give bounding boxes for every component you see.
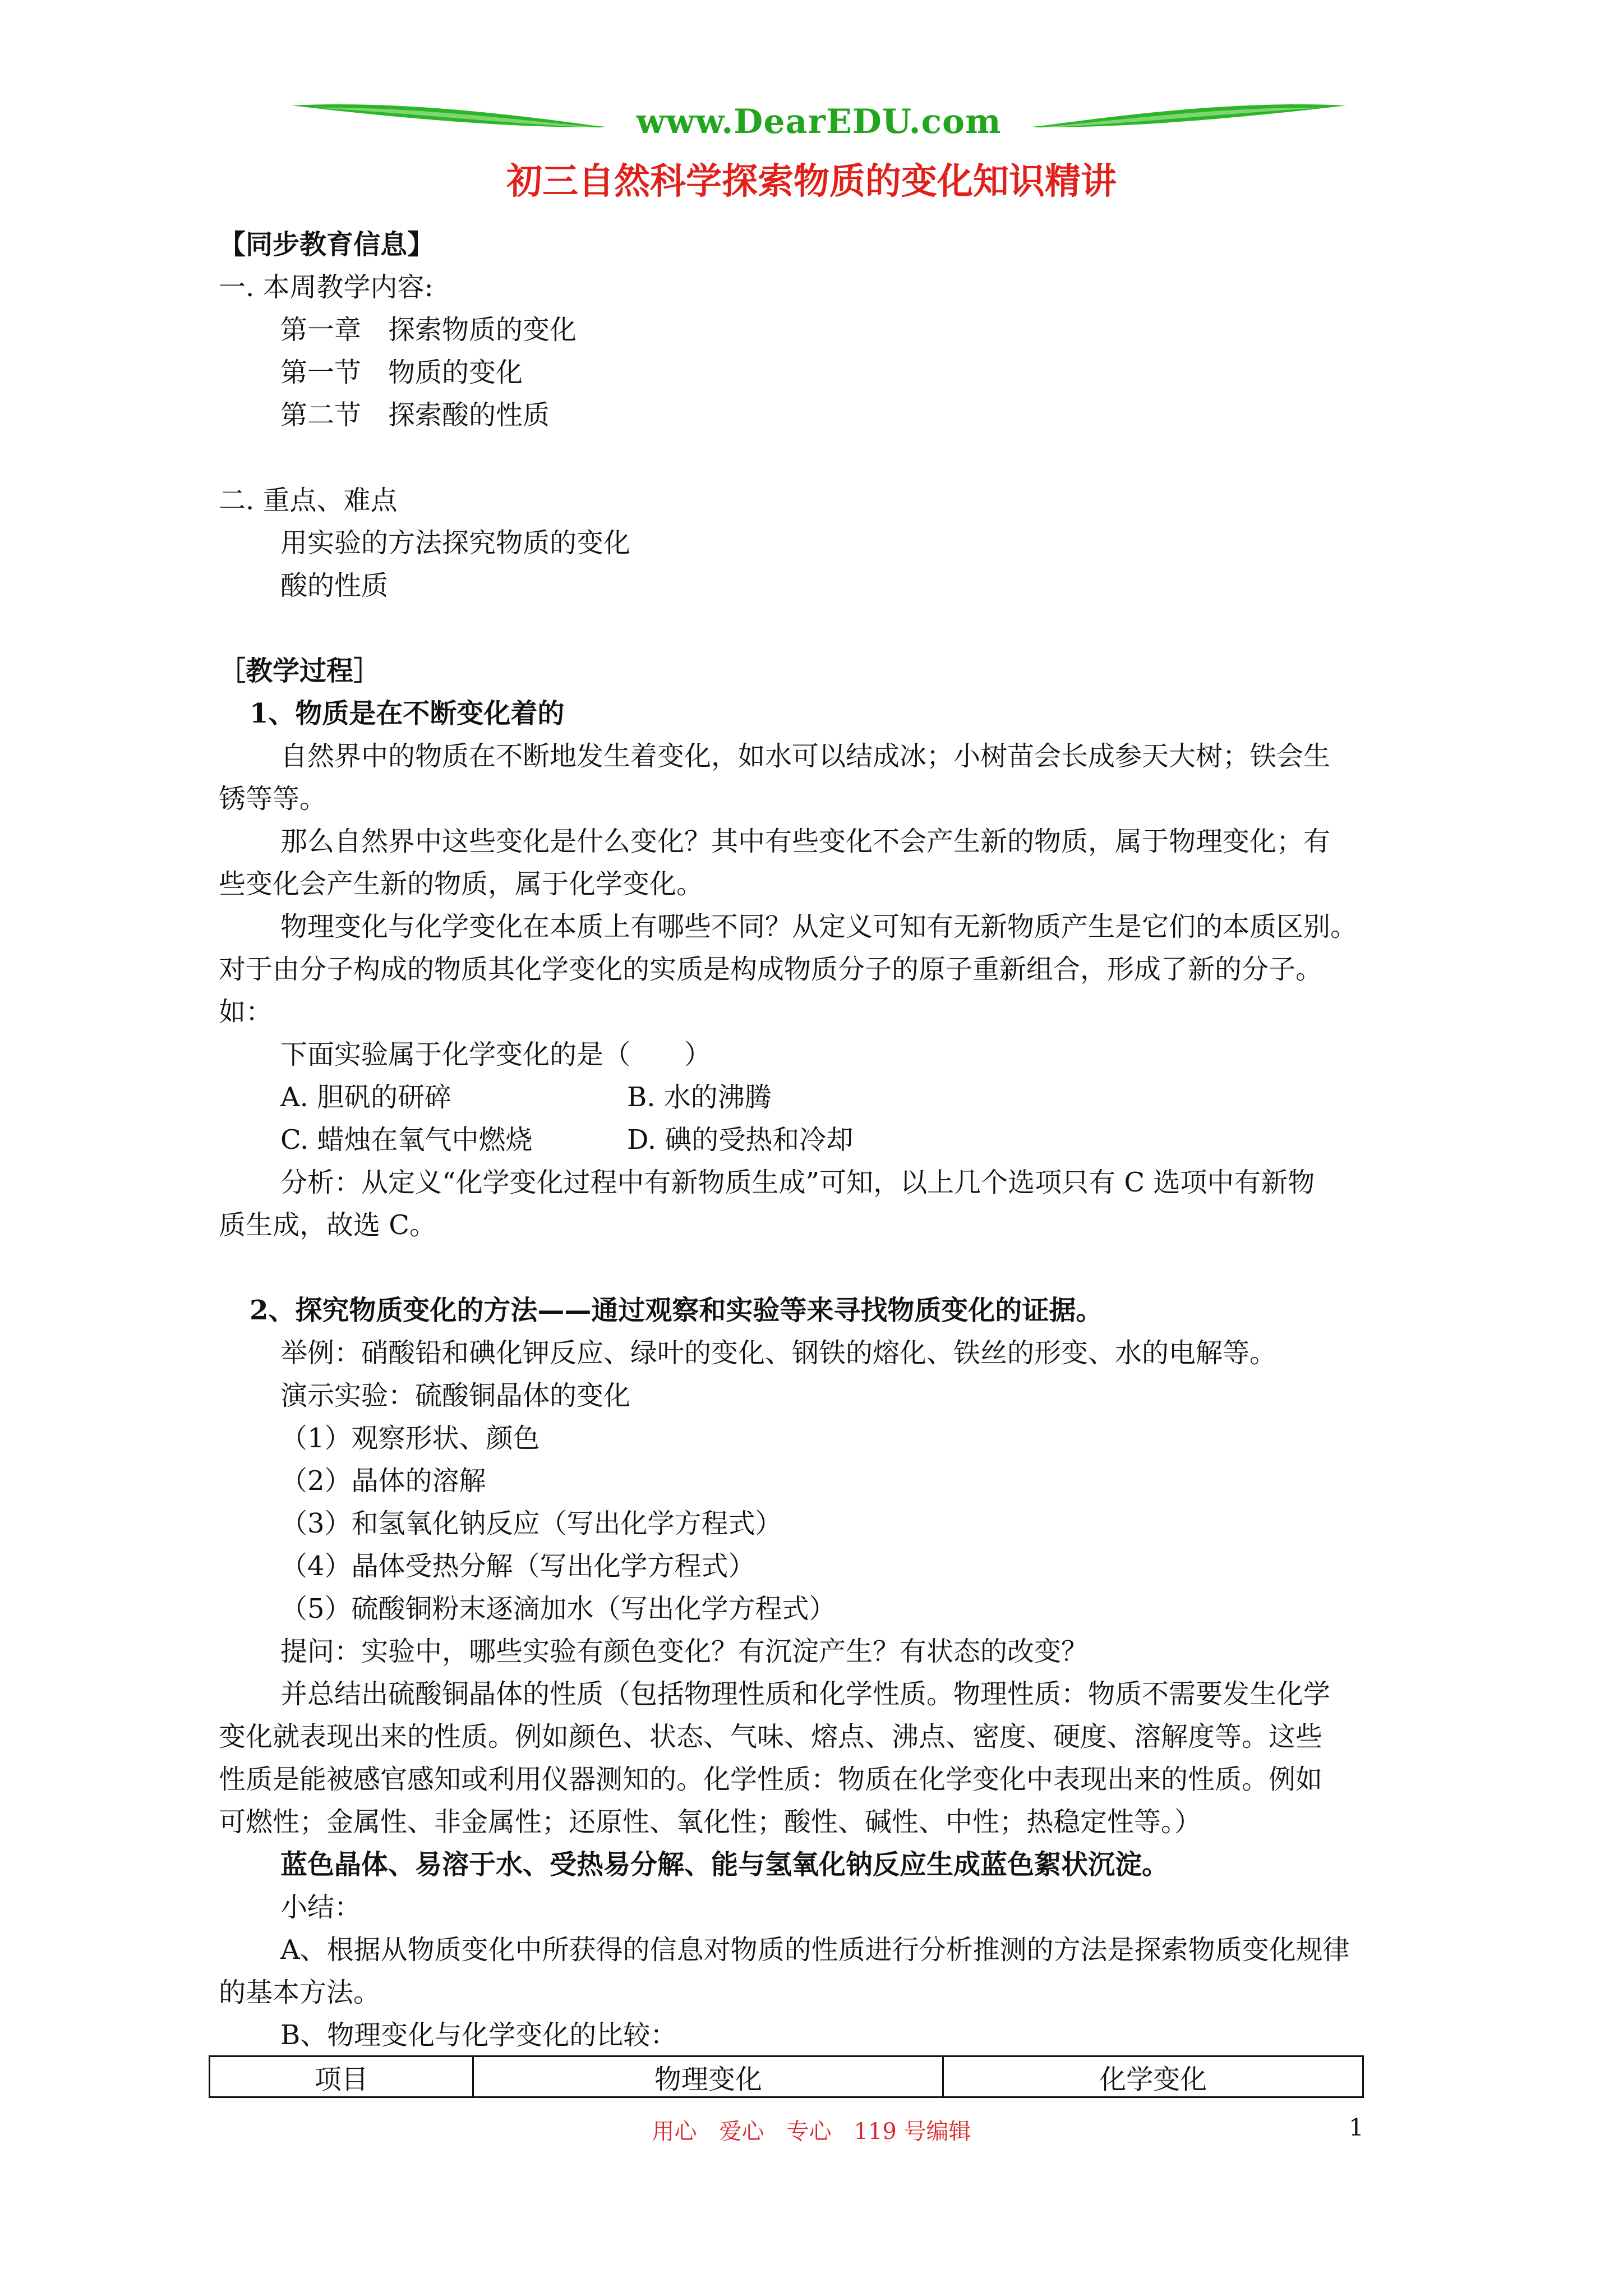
site-url: www.DearEDU.com (636, 102, 1002, 141)
step-item: （3）和氢氧化钠反应（写出化学方程式） (280, 1508, 782, 1539)
paragraph-line: 锈等等。 (219, 783, 327, 815)
step-item: （4）晶体受热分解（写出化学方程式） (280, 1550, 755, 1582)
paragraph-line: 如： (219, 996, 273, 1028)
section2-item: 酸的性质 (280, 570, 389, 601)
paragraph-line: 对于由分子构成的物质其化学变化的实质是构成物质分子的原子重新组合，形成了新的分子。 (219, 954, 1323, 985)
summary-line: 变化就表现出来的性质。例如颜色、状态、气味、熔点、沸点、密度、硬度、溶解度等。这些 (219, 1721, 1323, 1752)
ask-line: 提问：实验中，哪些实验有颜色变化？有沉淀产生？有状态的改变？ (280, 1636, 1089, 1667)
analysis-line: 质生成，故选 C。 (219, 1209, 436, 1241)
process-heading: ［教学过程］ (219, 655, 381, 687)
step-item: （1）观察形状、颜色 (280, 1423, 540, 1454)
question: 下面实验属于化学变化的是（ ） (280, 1039, 712, 1070)
paragraph-line: 物理变化与化学变化在本质上有哪些不同？从定义可知有无新物质产生是它们的本质区别。 (280, 911, 1358, 942)
bold-properties: 蓝色晶体、易溶于水、受热易分解、能与氢氧化钠反应生成蓝色絮状沉淀。 (280, 1849, 1169, 1880)
document-title: 初三自然科学探索物质的变化知识精讲 (506, 160, 1117, 203)
paragraph-line: 些变化会产生新的物质，属于化学变化。 (219, 868, 704, 900)
conclusion-a-line: A、根据从物质变化中所获得的信息对物质的性质进行分析推测的方法是探索物质变化规律 (280, 1934, 1350, 1966)
option-b: B. 水的沸腾 (627, 1082, 772, 1113)
option-c: C. 蜡烛在氧气中燃烧 (280, 1124, 533, 1156)
site-banner (292, 94, 1346, 148)
section1-item: 第一节 物质的变化 (280, 357, 523, 388)
paragraph-line: 自然界中的物质在不断地发生着变化，如水可以结成冰；小树苗会长成参天大树；铁会生 (280, 740, 1331, 772)
summary-line: 性质是能被感官感知或利用仪器测知的。化学性质：物质在化学变化中表现出来的性质。例如 (219, 1764, 1323, 1795)
part1-title: 1、物质是在不断变化着的 (250, 698, 565, 729)
table-header-cell: 物理变化 (473, 2056, 943, 2097)
conclusion-label: 小结： (280, 1892, 362, 1923)
part2-title: 2、探究物质变化的方法——通过观察和实验等来寻找物质变化的证据。 (250, 1295, 1103, 1326)
table-header-row (210, 2056, 1363, 2097)
step-item: （5）硫酸铜粉末逐滴加水（写出化学方程式） (280, 1593, 836, 1625)
summary-line: 可燃性；金属性、非金属性；还原性、氧化性；酸性、碱性、中性；热稳定性等。） (219, 1806, 1202, 1838)
section2-title: 二. 重点、难点 (219, 485, 398, 516)
example-line: 举例：硝酸铅和碘化钾反应、绿叶的变化、钢铁的熔化、铁丝的形变、水的电解等。 (280, 1337, 1277, 1369)
analysis-line: 分析：从定义“化学变化过程中有新物质生成”可知，以上几个选项只有 C 选项中有新物 (280, 1167, 1315, 1198)
table-header-cell: 项目 (210, 2056, 473, 2097)
step-item: （2）晶体的溶解 (280, 1465, 486, 1497)
page-number: 1 (1349, 2114, 1364, 2141)
comparison-table (209, 2055, 1364, 2098)
demo-line: 演示实验：硫酸铜晶体的变化 (280, 1380, 631, 1411)
section1-item: 第二节 探索酸的性质 (280, 399, 550, 431)
section1-item: 第一章 探索物质的变化 (280, 314, 577, 346)
footer-text: 用心 爱心 专心 119 号编辑 (652, 2119, 971, 2145)
summary-line: 并总结出硫酸铜晶体的性质（包括物理性质和化学性质。物理性质：物质不需要发生化学 (280, 1678, 1331, 1710)
table-header-cell: 化学变化 (943, 2056, 1363, 2097)
option-d: D. 碘的受热和冷却 (627, 1124, 854, 1156)
section1-title: 一. 本周教学内容: (219, 272, 434, 303)
sync-info-heading: 【同步教育信息】 (219, 229, 435, 260)
section2-item: 用实验的方法探究物质的变化 (280, 527, 631, 559)
paragraph-line: 那么自然界中这些变化是什么变化？其中有些变化不会产生新的物质，属于物理变化；有 (280, 826, 1331, 857)
conclusion-b-line: B、物理变化与化学变化的比较： (280, 2019, 677, 2051)
option-a: A. 胆矾的研碎 (280, 1082, 452, 1113)
conclusion-a-line: 的基本方法。 (219, 1977, 381, 2008)
